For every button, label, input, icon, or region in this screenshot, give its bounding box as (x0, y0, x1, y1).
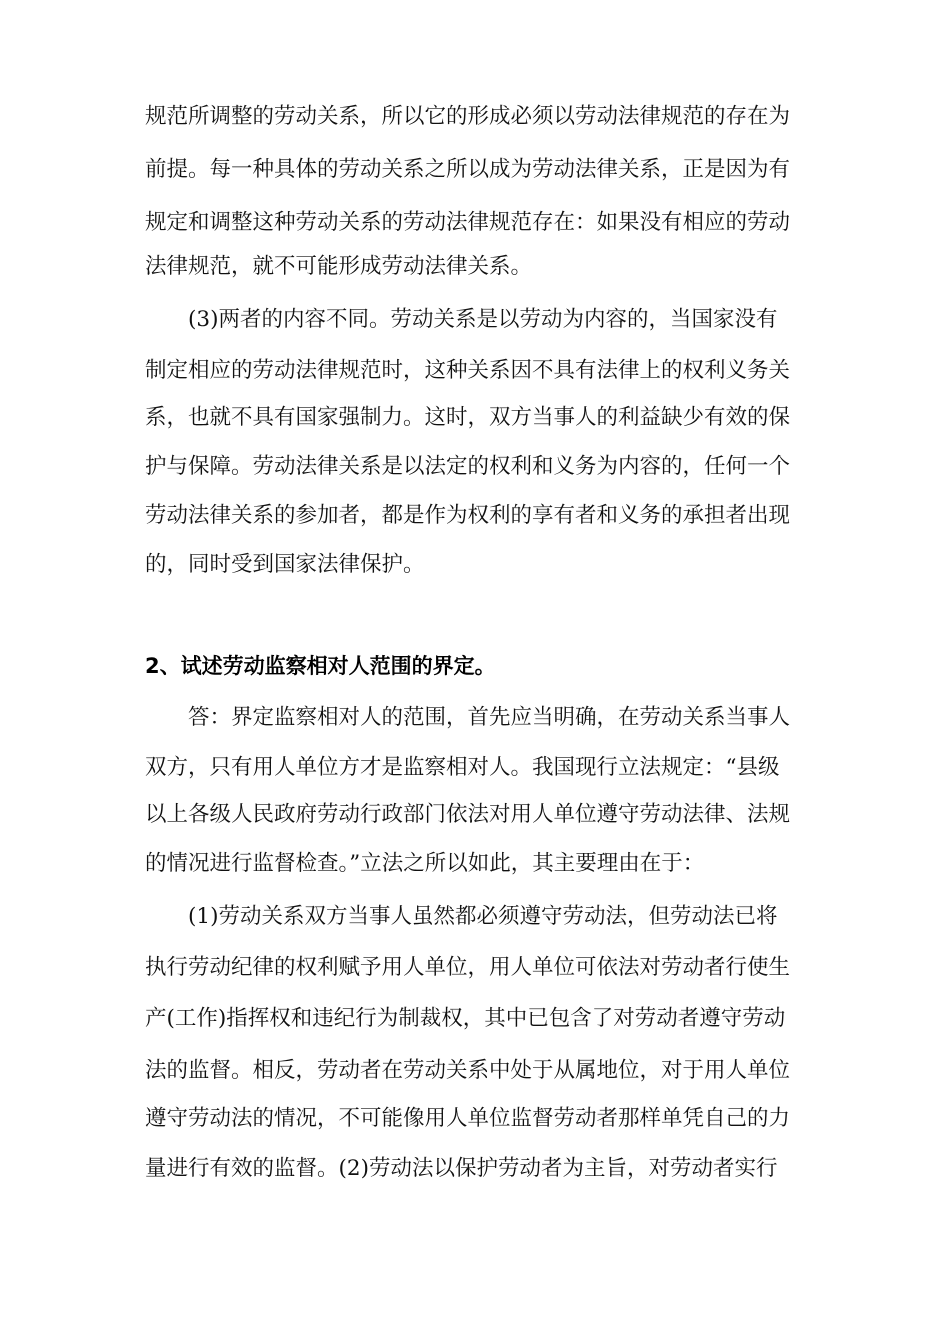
text-line: 遵守劳动法的情况，不可能像用人单位监督劳动者那样单凭自己的力 (145, 1106, 791, 1131)
question-heading: 2、试述劳动监察相对人范围的界定。 (145, 654, 496, 678)
text-line: 产(工作)指挥权和违纪行为制裁权，其中已包含了对劳动者遵守劳动 (145, 1006, 786, 1031)
text-line: 规范所调整的劳动关系，所以它的形成必须以劳动法律规范的存在为 (145, 104, 791, 129)
text-line: 规定和调整这种劳动关系的劳动法律规范存在：如果没有相应的劳动 (145, 210, 791, 235)
text-line: 护与保障。劳动法律关系是以法定的权利和义务为内容的，任何一个 (145, 454, 791, 479)
text-line: (1)劳动关系双方当事人虽然都必须遵守劳动法，但劳动法已将 (188, 904, 778, 929)
text-line: 的，同时受到国家法律保护。 (145, 552, 425, 577)
text-line: 法律规范，就不可能形成劳动法律关系。 (145, 254, 533, 279)
text-line: 系，也就不具有国家强制力。这时，双方当事人的利益缺少有效的保 (145, 405, 791, 430)
text-line: 前提。每一种具体的劳动关系之所以成为劳动法律关系，正是因为有 (145, 157, 791, 182)
text-line: 答：界定监察相对人的范围，首先应当明确，在劳动关系当事人 (188, 705, 791, 730)
text-line: 劳动法律关系的参加者，都是作为权利的享有者和义务的承担者出现 (145, 503, 791, 528)
text-line: 的情况进行监督检查。”立法之所以如此，其主要理由在于： (145, 851, 705, 876)
text-line: (3)两者的内容不同。劳动关系是以劳动为内容的，当国家没有 (188, 307, 778, 332)
text-line: 制定相应的劳动法律规范时，这种关系因不具有法律上的权利义务关 (145, 358, 791, 383)
text-line: 执行劳动纪律的权利赋予用人单位，用人单位可依法对劳动者行使生 (145, 955, 791, 980)
text-line: 量进行有效的监督。(2)劳动法以保护劳动者为主旨，对劳动者实行 (145, 1156, 778, 1181)
text-line: 法的监督。相反，劳动者在劳动关系中处于从属地位，对于用人单位 (145, 1058, 791, 1083)
text-line: 以上各级人民政府劳动行政部门依法对用人单位遵守劳动法律、法规 (145, 802, 791, 827)
text-line: 双方，只有用人单位方才是监察相对人。我国现行立法规定：“县级 (145, 755, 780, 780)
